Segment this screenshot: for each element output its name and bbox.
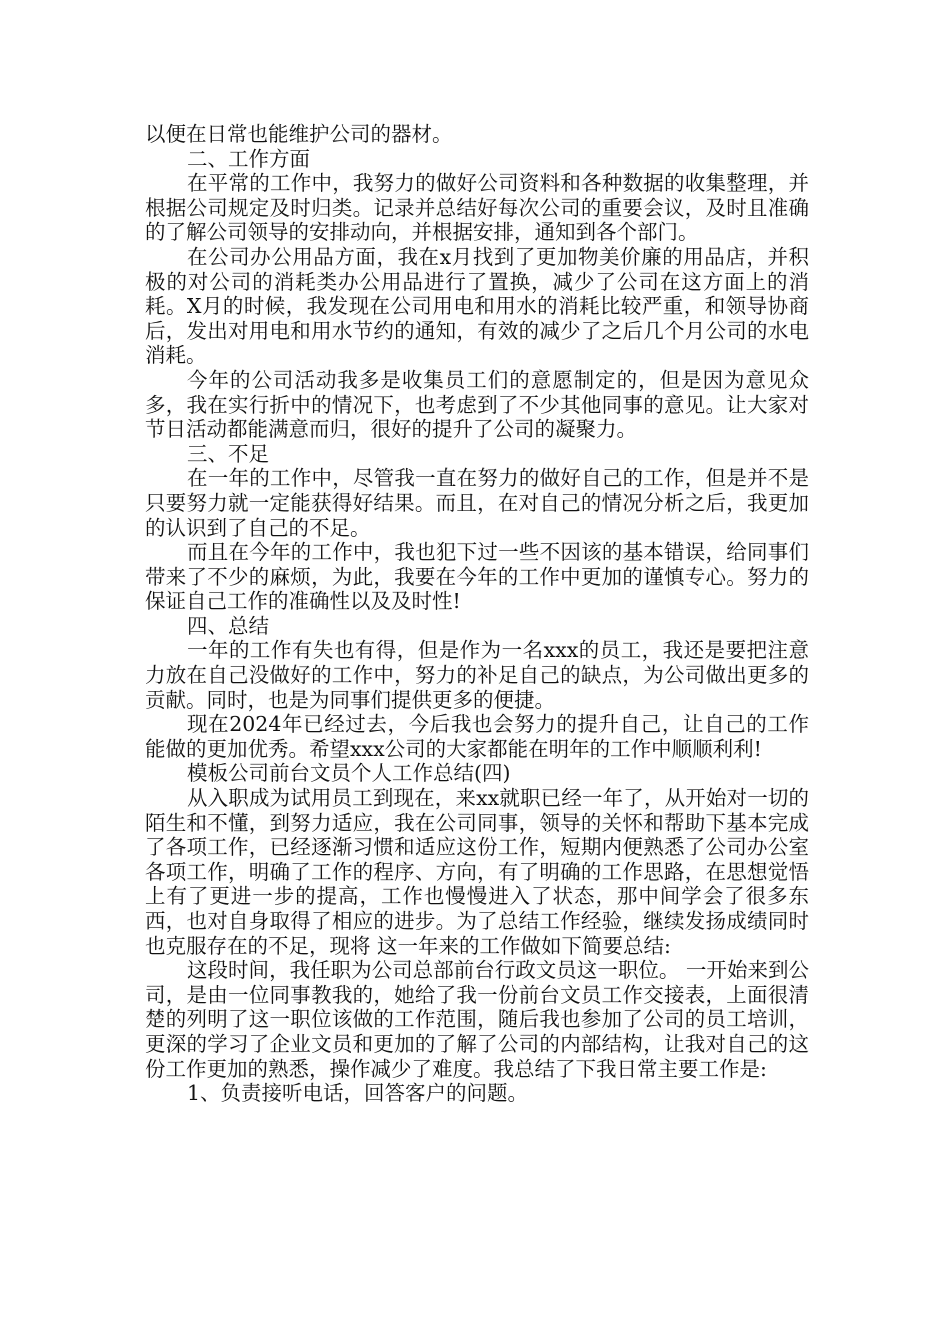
document-subtitle: 模板公司前台文员个人工作总结(四) [187,761,511,786]
paragraph-shortcomings-2: 而且在今年的工作中，我也犯下过一些不因该的基本错误，给同事们带来了不少的麻烦，为此，我要在今年的工作中更加的谨慎专心。努力的保证自己工作的准确性以及及时性! [145,540,809,614]
paragraph-summary-1: 一年的工作有失也有得，但是作为一名xxx的员工，我还是要把注意力放在自己没做好的工作中，努力的补足自己的缺点，为公司做出更多的贡献。同时，也是为同事们提供更多的便捷。 [145,638,809,712]
section-heading-summary: 四、总结 [187,613,269,638]
paragraph-company-activities: 今年的公司活动我多是收集员工们的意愿制定的，但是因为意见众多，我在实行折中的情况下，也考虑到了不少其他同事的意见。让大家对节日活动都能满意而归，很好的提升了公司的凝聚力。 [145,367,809,442]
paragraph-summary-2: 现在2024年已经过去，今后我也会努力的提升自己，让自己的工作能做的更加优秀。希望xxx公司的大家都能在明年的工作中顺顺利利! [145,712,809,761]
paragraph-position: 这段时间，我任职为公司总部前台行政文员这一职位。 一开始来到公司，是由一位同事教我的，她给了我一份前台文员工作交接表，上面很清楚的列明了这一职位该做的工作范围，随后我也参加了公司的员工培训，更深的学习了企业文员和更加的了解了公司的内部结构，让我对自己的这份工作更加的熟悉，操作减少了难度。我总结了下我日常主要工作是: [145,958,809,1081]
paragraph-continuation: 以便在日常也能维护公司的器材。 [145,122,453,146]
document-page [145,122,809,1106]
paragraph-shortcomings-1: 在一年的工作中，尽管我一直在努力的做好自己的工作，但是并不是只要努力就一定能获得好结果。而且，在对自己的情况分析之后，我更加的认识到了自己的不足。 [145,466,809,540]
section-heading-shortcomings: 三、不足 [187,441,269,466]
paragraph-data-collection: 在平常的工作中，我努力的做好公司资料和各种数据的收集整理，并根据公司规定及时归类。记录并总结好每次公司的重要会议，及时且准确的了解公司领导的安排动向，并根据安排，通知到各个部门。 [145,171,809,245]
section-heading-work: 二、工作方面 [187,146,310,171]
paragraph-intro: 从入职成为试用员工到现在，来xx就职已经一年了，从开始对一切的陌生和不懂，到努力适应，我在公司同事，领导的关怀和帮助下基本完成了各项工作，已经逐渐习惯和适应这份工作，短期内便熟悉了公司办公室各项工作，明确了工作的程序、方向，有了明确的工作思路，在思想觉悟上有了更进一步的提高，工作也慢慢进入了状态，那中间学会了很多东西，也对自身取得了相应的进步。为了总结工作经验，继续发扬成绩同时也克服存在的不足，现将 这一年来的工作做如下简要总结: [145,786,809,958]
paragraph-office-supplies: 在公司办公用品方面，我在x月找到了更加物美价廉的用品店，并积极的对公司的消耗类办公用品进行了置换，减少了公司在这方面上的消耗。X月的时候，我发现在公司用电和用水的消耗比较严重，和领导协商后，发出对用电和用水节约的通知，有效的减少了之后几个月公司的水电消耗。 [145,244,809,368]
list-item-duty-1: 1、负责接听电话，回答客户的问题。 [187,1081,529,1106]
